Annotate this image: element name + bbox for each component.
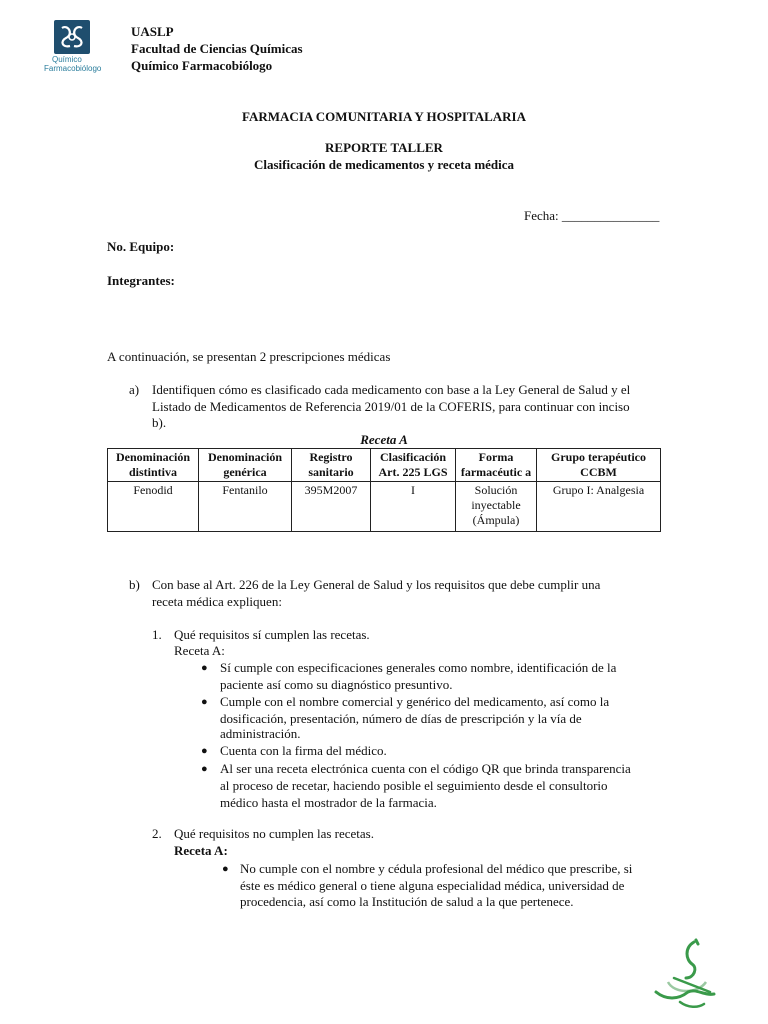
q1-bullet1-line1: Sí cumple con especificaciones generales como nombre, identificación de la	[220, 660, 617, 675]
cell-grupo-terapeutico: Grupo I: Analgesia	[537, 482, 661, 532]
header-grupo-terapeutico: Grupo terapéutico CCBM	[537, 449, 661, 482]
cell-denominacion-generica: Fentanilo	[199, 482, 292, 532]
logo-caption-line1: Químico	[52, 55, 82, 64]
q2-bullet1-line1: No cumple con el nombre y cédula profesional del médico que prescribe, si	[240, 861, 633, 876]
report-title: REPORTE TALLER	[325, 140, 443, 155]
q2-bullet1-line3: procedencia, así como la Institución de salud a la que pertenece.	[240, 894, 574, 909]
report-subtitle: Clasificación de medicamentos y receta médica	[253, 157, 515, 172]
cell-clasificacion: I	[371, 482, 456, 532]
team-number-label: No. Equipo:	[107, 239, 175, 254]
q1-number: 1.	[152, 627, 162, 642]
intro-paragraph: A continuación, se presentan 2 prescripciones médicas	[107, 349, 391, 364]
q1-bullet4-line1: Al ser una receta electrónica cuenta con el código QR que brinda transparencia	[220, 761, 631, 776]
university-name: UASLP	[131, 24, 174, 39]
q2-number: 2.	[152, 826, 162, 841]
table-row	[108, 482, 661, 532]
bullet-icon: ●	[201, 763, 208, 775]
q1-bullet4-line3: médico hasta el mostrador de la farmacia.	[220, 795, 437, 810]
item-a-marker: a)	[129, 382, 140, 397]
header-denominacion-generica: Denominación genérica	[199, 449, 292, 482]
header-denominacion-distintiva: Denominación distintiva	[108, 449, 199, 482]
item-a-line3: b).	[152, 415, 167, 430]
table-caption: Receta A	[360, 432, 408, 447]
item-b-line1: Con base al Art. 226 de la Ley General de Salud y los requisitos que debe cumplir una	[152, 577, 601, 592]
q1-bullet2-line3: administración.	[220, 726, 301, 741]
q1-bullet3-line1: Cuenta con la firma del médico.	[220, 743, 387, 758]
q2-text: Qué requisitos no cumplen las recetas.	[174, 826, 374, 841]
q1-bullet2-line2: dosificación, presentación, número de días de prescripción y la vía de	[220, 711, 582, 726]
date-field: Fecha: _______________	[524, 208, 660, 223]
pharmacy-emblem-icon	[644, 934, 724, 1014]
members-label: Integrantes:	[107, 273, 175, 288]
q1-bullet1-line2: paciente así como su diagnóstico presuntivo.	[220, 677, 453, 692]
bullet-icon: ●	[201, 745, 208, 757]
logo-caption-line2: Farmacobiólogo	[44, 64, 102, 73]
header-registro-sanitario: Registro sanitario	[292, 449, 371, 482]
program-name: Químico Farmacobiólogo	[131, 58, 273, 73]
header-forma-farmaceutica: Forma farmacéutic a	[456, 449, 537, 482]
q1-receta-label: Receta A:	[174, 643, 225, 658]
cell-denominacion-distintiva: Fenodid	[108, 482, 199, 532]
bullet-icon: ●	[222, 863, 229, 875]
table-header-row	[108, 449, 661, 482]
bullet-icon: ●	[201, 662, 208, 674]
q2-bullet1-line2: éste es médico general o tiene alguna especialidad médica, universidad de	[240, 878, 625, 893]
header-clasificacion: Clasificación Art. 225 LGS	[371, 449, 456, 482]
faculty-name: Facultad de Ciencias Químicas	[131, 41, 303, 56]
q1-text: Qué requisitos sí cumplen las recetas.	[174, 627, 370, 642]
faculty-logo	[54, 20, 90, 54]
item-b-line2: receta médica expliquen:	[152, 594, 282, 609]
prescription-table	[107, 448, 661, 532]
item-a-line1: Identifiquen cómo es clasificado cada medicamento con base a la Ley General de Salud y el	[152, 382, 631, 397]
q1-bullet2-line1: Cumple con el nombre comercial y genérico del medicamento, así como la	[220, 694, 610, 709]
q1-bullet4-line2: al proceso de recetar, haciendo posible el seguimiento desde el consultorio	[220, 778, 608, 793]
course-title: FARMACIA COMUNITARIA Y HOSPITALARIA	[242, 109, 526, 124]
q2-receta-label: Receta A:	[174, 843, 228, 858]
cell-forma-farmaceutica: Solución inyectable (Ámpula)	[456, 482, 537, 532]
bullet-icon: ●	[201, 696, 208, 708]
item-b-marker: b)	[129, 577, 140, 592]
item-a-line2: Listado de Medicamentos de Referencia 2019/01 de la COFERIS, para continuar con inciso	[152, 399, 630, 414]
cell-registro-sanitario: 395M2007	[292, 482, 371, 532]
